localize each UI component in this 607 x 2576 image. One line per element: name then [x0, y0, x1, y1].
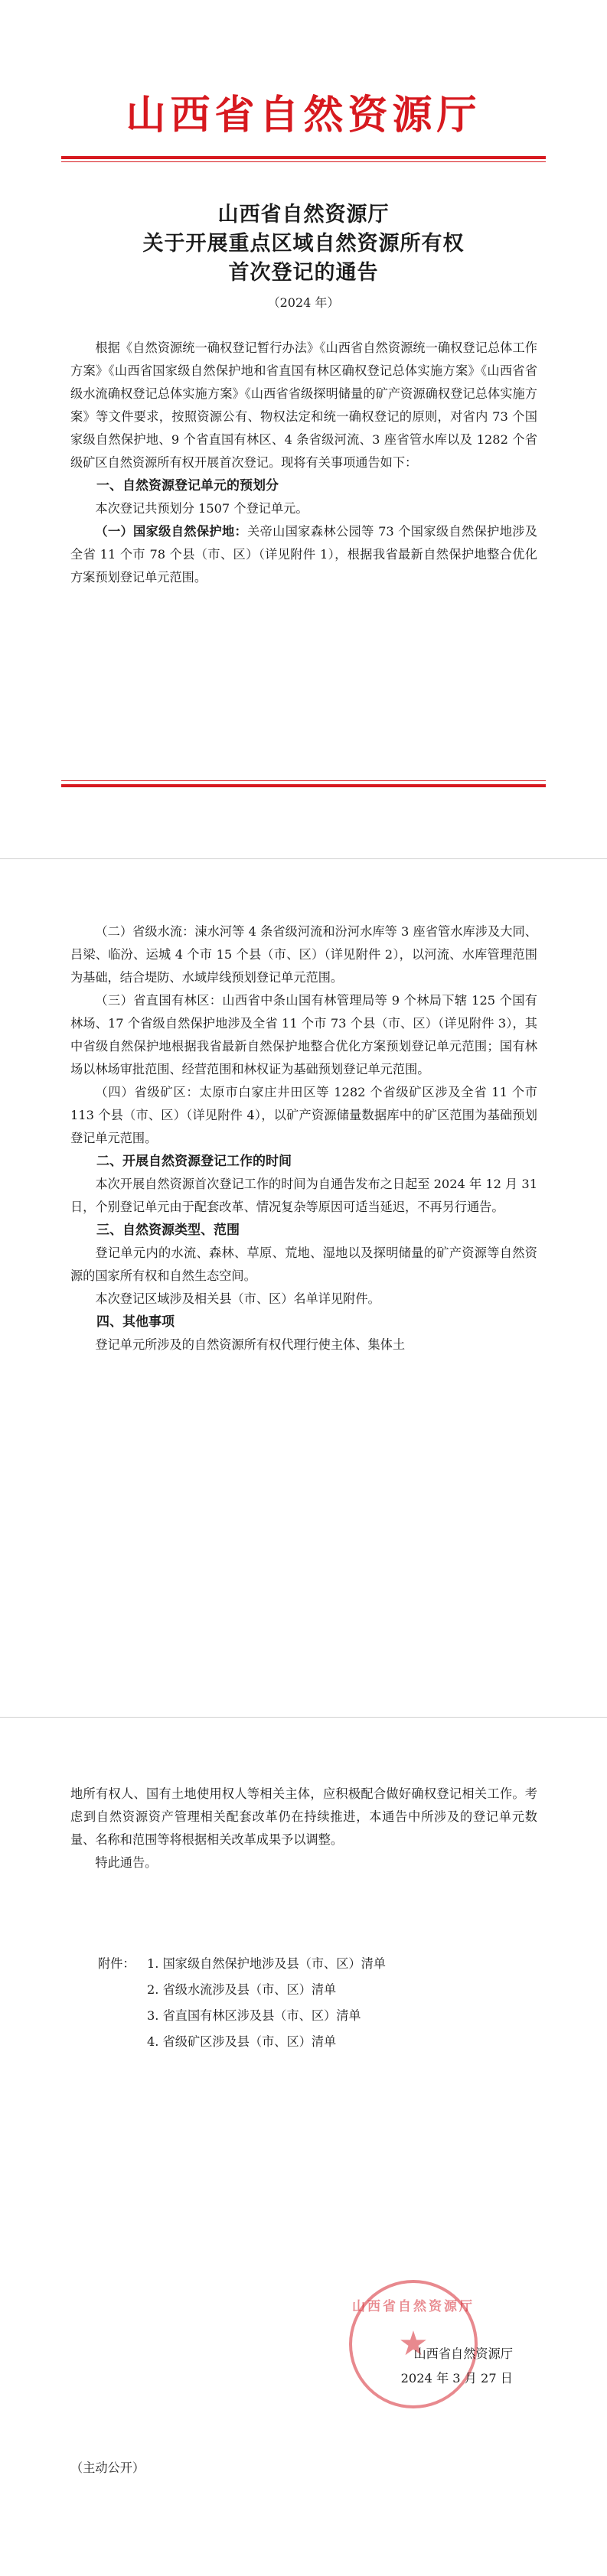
seal-star-icon: ★: [398, 2324, 429, 2363]
item-1-text: 关帝山国家森林公园等 73 个国家级自然保护地涉及全省 11 个市 78 个县（市、区）（详见附件 1），根据我省最新自然保护地整合优化方案预划登记单元范围。: [70, 524, 537, 585]
public-note: （主动公开）: [70, 2460, 145, 2475]
closing-text: 特此通告。: [95, 1855, 158, 1870]
item-1-paragraph: [70, 520, 537, 589]
attachment-row: [98, 1951, 527, 1977]
attachments-list: [98, 1951, 527, 2055]
section-heading-3: 三、自然资源类型、范围: [96, 1223, 240, 1238]
item-3-paragraph: （三）省直国有林区：山西省中条山国有林管理局等 9 个林局下辖 125 个国有林场、17 个省级自然保护地涉及全省 11 个市 73 个县（市、区）（详见附件 3），其中省级自然保护地根据我省最新自然保护地整合优化方案预划登记单元范围；国有林场以林场审批范围、经营范围和林权证为基础预划登记单元范围。: [70, 993, 537, 1076]
doc-title-line-1: 山西省自然资源厅: [217, 203, 390, 226]
page-1-body: [70, 337, 537, 589]
attachment-row: [98, 2003, 527, 2029]
doc-title-line-2: 关于开展重点区域自然资源所有权: [142, 232, 465, 256]
letterhead-rule-thin: [61, 161, 546, 162]
attachments-lead: 附件：: [98, 1956, 135, 1971]
section-heading-1: 一、自然资源登记单元的预划分: [96, 478, 279, 493]
sign-date: 2024 年 3 月 27 日: [400, 2371, 513, 2385]
item-2-paragraph: （二）省级水流：涑水河等 4 条省级河流和汾河水库等 3 座省管水库涉及大同、吕梁、临汾、运城 4 个市 15 个县（市、区）（详见附件 2），以河流、水库管理范围为基础，结合堤防、水域岸线预划登记单元范围。: [70, 924, 537, 985]
attachment-item: 4. 省级矿区涉及县（市、区）清单: [147, 2034, 337, 2049]
doc-year: （2024 年）: [267, 295, 340, 310]
letterhead-rule-thick: [61, 156, 546, 159]
letterhead-title: 山西省自然资源厅: [126, 92, 481, 138]
page-3-body: [70, 1783, 537, 1874]
item-1-lead: （一）国家级自然保护地：: [95, 524, 248, 539]
region-paragraph: 本次登记区域涉及相关县（市、区）名单详见附件。: [95, 1291, 380, 1306]
page-2-body: [70, 920, 537, 1356]
item-4-paragraph: （四）省级矿区：太原市白家庄井田区等 1282 个省级矿区涉及全省 11 个市 113 个县（市、区）（详见附件 4），以矿产资源储量数据库中的矿区范围为基础预划登记单元范围。: [70, 1085, 537, 1145]
time-paragraph: 本次开展自然资源首次登记工作的时间为自通告发布之日起至 2024 年 12 月 31 日，个别登记单元由于配套改革、情况复杂等原因可适当延迟，不再另行通告。: [70, 1177, 537, 1214]
attachment-item: 3. 省直国有林区涉及县（市、区）清单: [147, 2008, 361, 2023]
page-2: [0, 858, 607, 1718]
scope-paragraph: 登记单元内的水流、森林、草原、荒地、湿地以及探明储量的矿产资源等自然资源的国家所有权和自然生态空间。: [70, 1246, 537, 1283]
sign-org: 山西省自然资源厅: [413, 2346, 513, 2361]
footer-rule-thick: [61, 784, 546, 787]
doc-title-line-3: 首次登记的通告: [228, 261, 379, 285]
attachment-row: [98, 1977, 527, 2003]
page-1: [0, 0, 607, 858]
seal-text: 山西省自然资源厅: [352, 2299, 475, 2314]
section-heading-4: 四、其他事项: [96, 1314, 175, 1330]
footer-rule-thin: [61, 780, 546, 781]
attachment-item: 1. 国家级自然保护地涉及县（市、区）清单: [147, 1956, 386, 1971]
other-paragraph-cont: 地所有权人、国有土地使用权人等相关主体，应积极配合做好确权登记相关工作。考虑到自然资源资产管理相关配套改革仍在持续推进，本通告中所涉及的登记单元数量、名称和范围等将根据相关改革成果予以调整。: [70, 1786, 537, 1847]
intro-paragraph: 根据《自然资源统一确权登记暂行办法》《山西省自然资源统一确权登记总体工作方案》《山西省国家级自然保护地和省直国有林区确权登记总体实施方案》《山西省省级水流确权登记总体实施方案》《山西省省级探明储量的矿产资源确权登记总体实施方案》等文件要求，按照资源公有、物权法定和统一确权登记的原则，对省内 73 个国家级自然保护地、9 个省直国有林区、4 条省级河流、3 座省管水库以及 1282 个省级矿区自然资源所有权开展首次登记。现将有关事项通告如下：: [70, 340, 537, 470]
section-heading-2: 二、开展自然资源登记工作的时间: [96, 1154, 292, 1169]
attachment-item: 2. 省级水流涉及县（市、区）清单: [147, 1982, 337, 1997]
other-paragraph-start: 登记单元所涉及的自然资源所有权代理行使主体、集体土: [95, 1337, 406, 1352]
units-paragraph: 本次登记共预划分 1507 个登记单元。: [95, 501, 308, 516]
attachment-row: [98, 2029, 527, 2055]
